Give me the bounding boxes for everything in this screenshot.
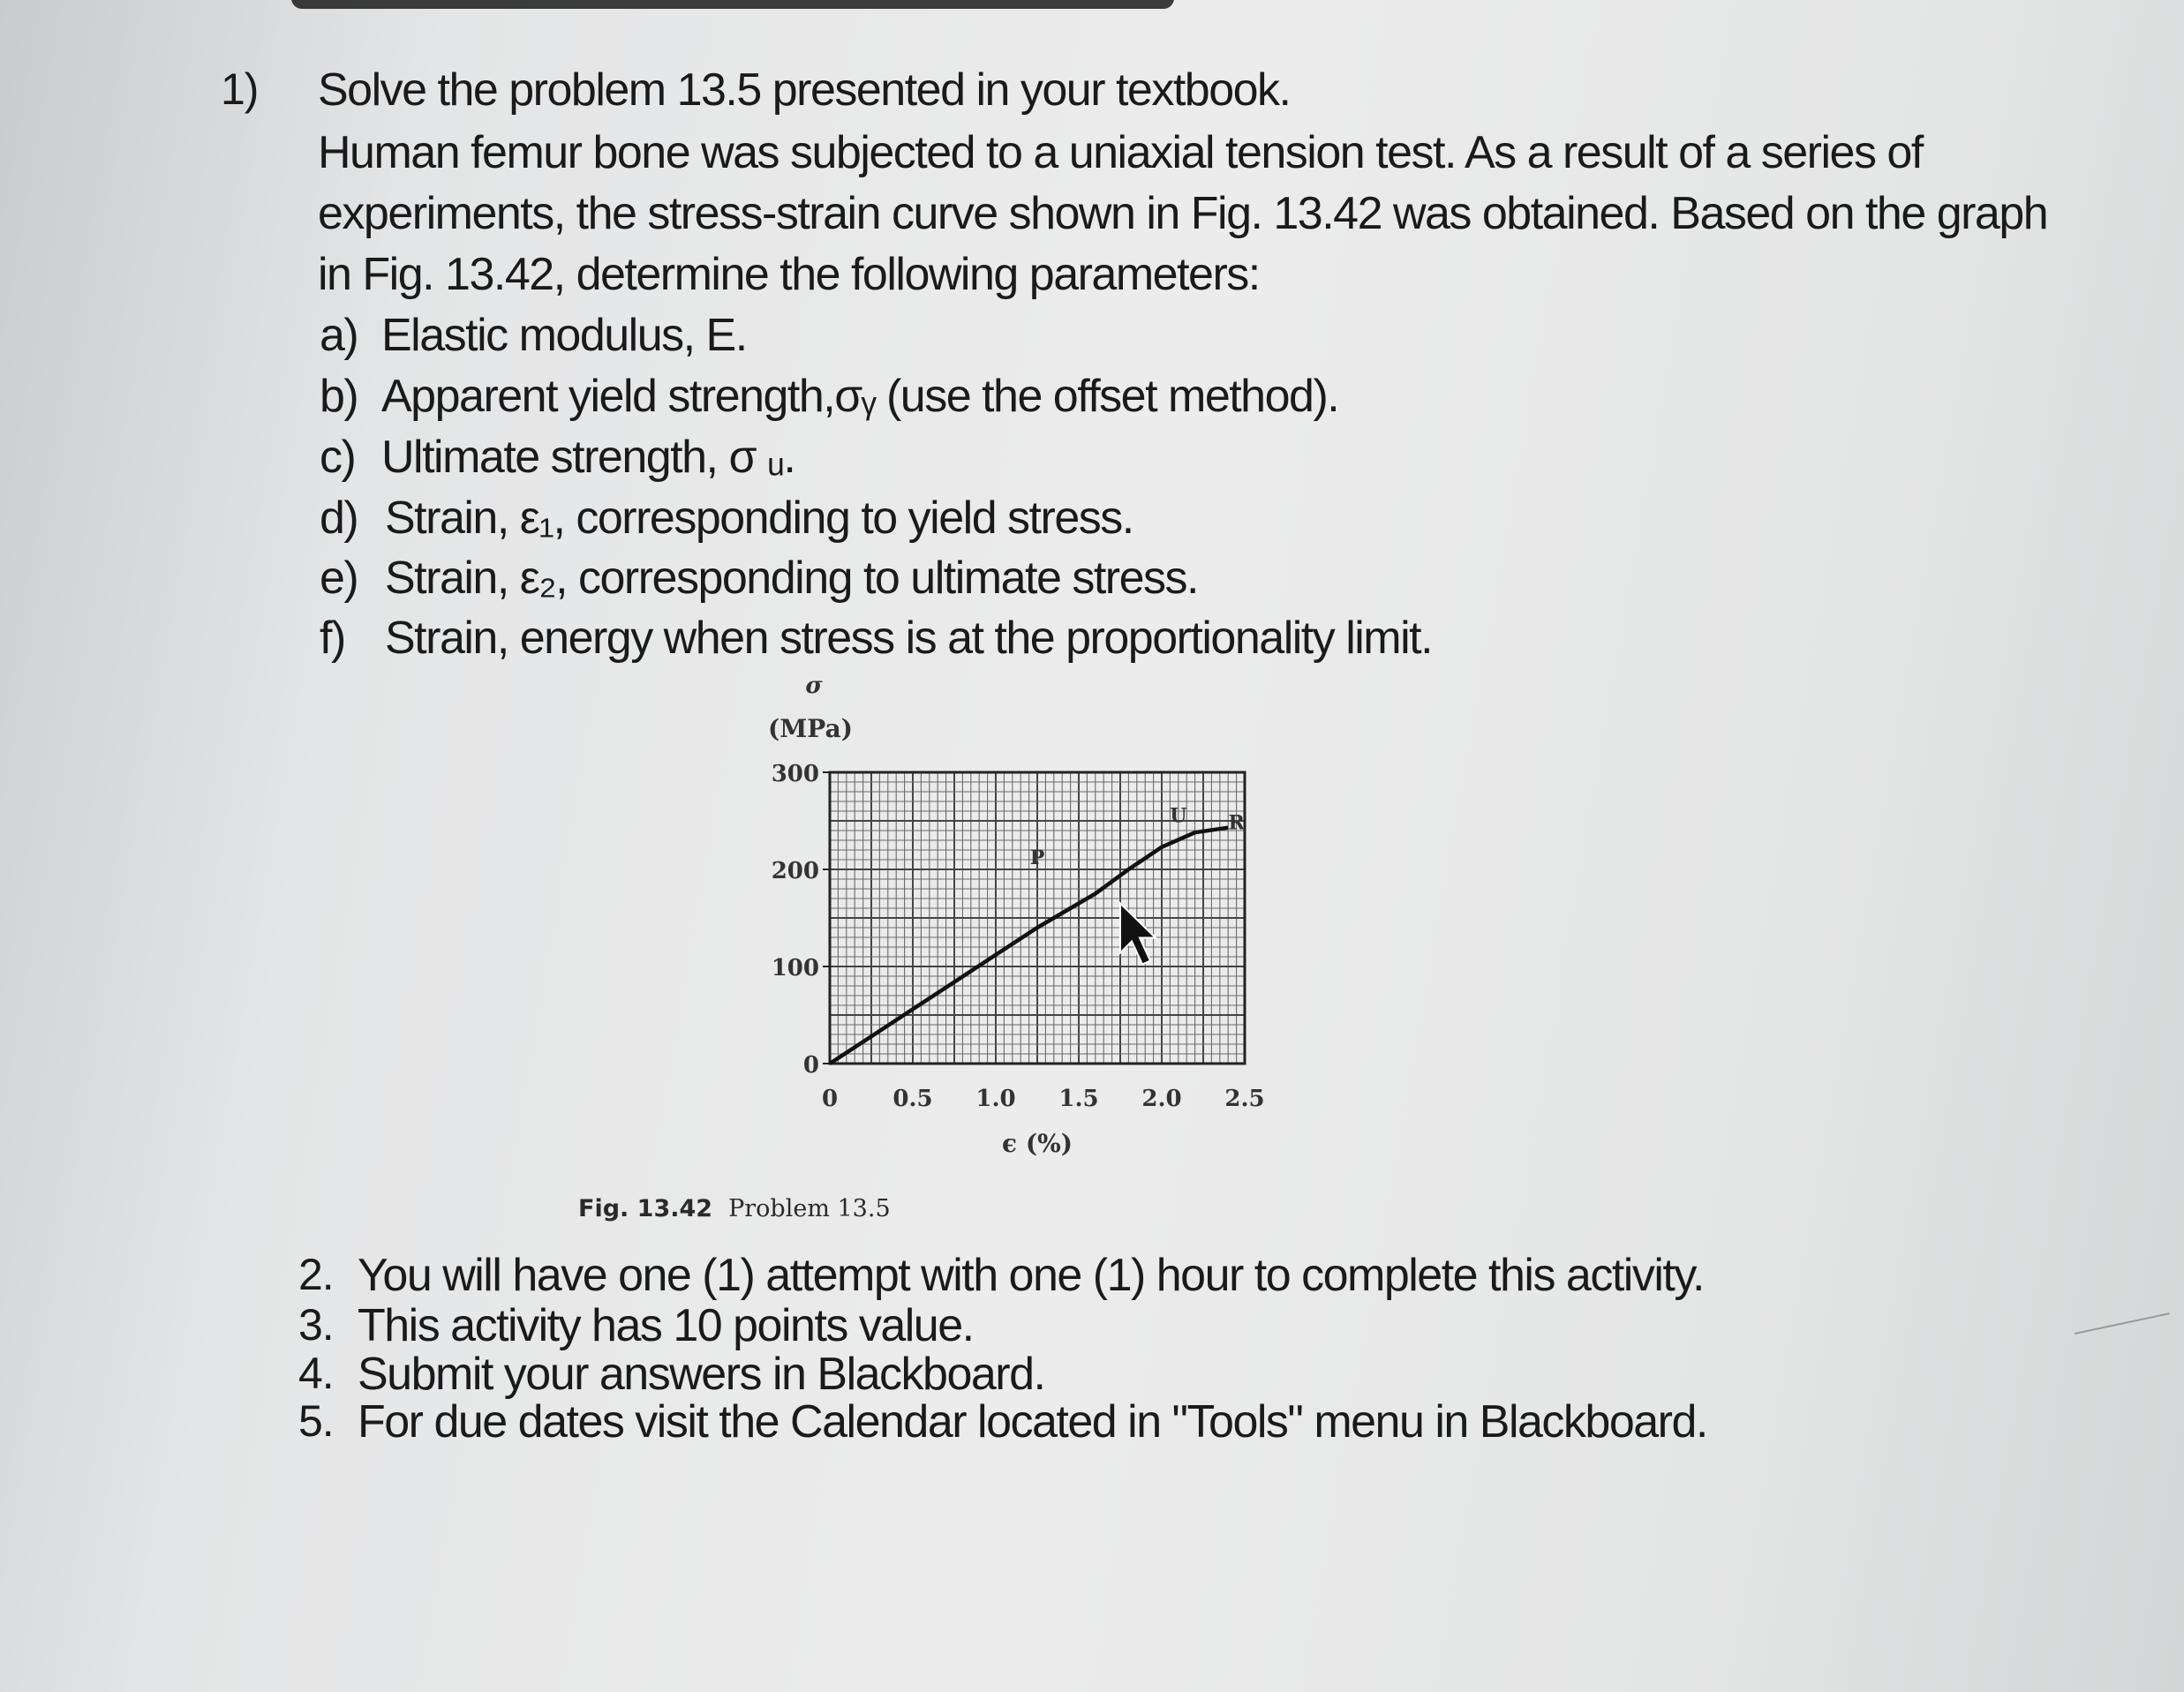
paragraph-line: Human femur bone was subjected to a uniaxial tension test. As a result of a series of xyxy=(318,127,1923,178)
figure-caption-title: Problem 13.5 xyxy=(728,1195,891,1222)
paragraph-line: in Fig. 13.42, determine the following parameters: xyxy=(318,249,1260,300)
x-tick-label: 1.0 xyxy=(975,1086,1016,1112)
point-label-p: P xyxy=(1029,846,1045,869)
list-number: 4. xyxy=(298,1349,334,1398)
item-text: Apparent yield strength,σᵧ (use the offset method). xyxy=(381,371,1339,422)
list-number: 2. xyxy=(298,1250,334,1299)
y-tick-label: 0 xyxy=(802,1052,819,1079)
stress-strain-chart xyxy=(742,666,1307,1161)
item-label: e) xyxy=(320,553,358,604)
x-tick-label: 2.0 xyxy=(1141,1086,1182,1112)
chart-labels xyxy=(768,673,1265,1158)
x-axis-label: ϵ (%) xyxy=(1002,1129,1073,1158)
x-tick-label: 0.5 xyxy=(892,1086,933,1112)
list-text: Submit your answers in Blackboard. xyxy=(358,1349,1045,1400)
item-label: c) xyxy=(320,432,356,483)
list-text: You will have one (1) attempt with one (1) hour to complete this activity. xyxy=(358,1250,1704,1301)
list-text: This activity has 10 points value. xyxy=(358,1300,974,1351)
x-tick-label: 1.5 xyxy=(1058,1086,1099,1112)
list-text: For due dates visit the Calendar located in "Tools" menu in Blackboard. xyxy=(358,1396,1707,1448)
list-number: 5. xyxy=(298,1396,334,1446)
point-label-u: U xyxy=(1170,804,1187,828)
y-axis-unit: (MPa) xyxy=(768,714,853,743)
item-text: Strain, ε₂, corresponding to ultimate stress. xyxy=(385,553,1198,604)
item-text: Ultimate strength, σ ᵤ. xyxy=(381,432,795,483)
item-label: d) xyxy=(320,493,358,544)
list-number: 3. xyxy=(298,1300,334,1350)
item-label: b) xyxy=(320,371,358,422)
x-tick-label: 0 xyxy=(821,1086,839,1112)
point-label-r: R xyxy=(1228,811,1245,835)
item-text: Elastic modulus, E. xyxy=(381,310,747,361)
y-tick-label: 200 xyxy=(771,858,819,884)
question-1-heading: Solve the problem 13.5 presented in your textbook. xyxy=(318,64,1291,116)
item-label: f) xyxy=(320,613,345,664)
question-1-number: 1) xyxy=(221,64,259,114)
item-text: Strain, energy when stress is at the proportionality limit. xyxy=(385,613,1433,664)
figure-caption-label: Fig. 13.42 xyxy=(578,1195,713,1222)
mouse-cursor-icon xyxy=(1120,904,1156,965)
figure-caption xyxy=(578,1195,891,1222)
item-label: a) xyxy=(320,310,358,361)
item-text: Strain, ε₁, corresponding to yield stress. xyxy=(385,493,1133,544)
x-tick-label: 2.5 xyxy=(1224,1086,1265,1112)
y-tick-label: 100 xyxy=(771,955,819,981)
y-axis-symbol: σ xyxy=(805,673,823,699)
pencil-mark xyxy=(2075,1312,2170,1335)
y-tick-label: 300 xyxy=(771,761,819,787)
paragraph-line: experiments, the stress-strain curve shown in Fig. 13.42 was obtained. Based on the graph xyxy=(318,188,2048,239)
